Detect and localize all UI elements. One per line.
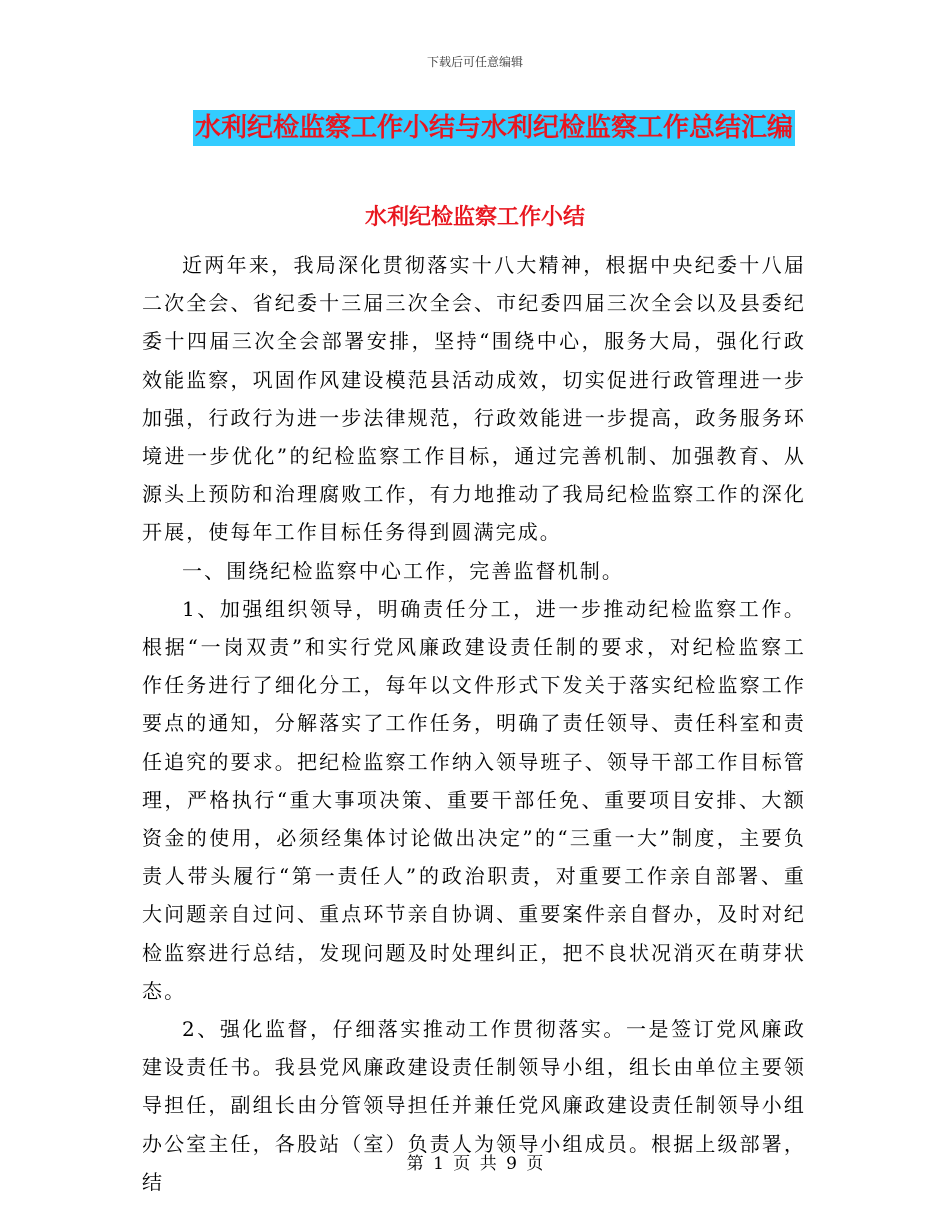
page-footer: 第 1 页 共 9 页 xyxy=(406,1154,544,1174)
body-text xyxy=(142,246,806,1201)
paragraph-intro: 近两年来，我局深化贯彻落实十八大精神，根据中央纪委十八届二次全会、省纪委十三届三次全会、市纪委四届三次全会以及县委纪委十四届三次全会部署安排，坚持“围绕中心，服务大局，强化行政效能监察，巩固作风建设模范县活动成效，切实促进行政管理进一步加强，行政行为进一步法律规范，行政效能进一步提高，政务服务环境进一步优化”的纪检监察工作目标，通过完善机制、加强教育、从源头上预防和治理腐败工作，有力地推动了我局纪检监察工作的深化开展，使每年工作目标任务得到圆满完成。 xyxy=(142,253,806,545)
paragraph-item-1: 1、加强组织领导，明确责任分工，进一步推动纪检监察工作。根据“一岗双责”和实行党风廉政建设责任制的要求，对纪检监察工作任务进行了细化分工，每年以文件形式下发关于落实纪检监察工作要点的通知，分解落实了工作任务，明确了责任领导、责任科室和责任追究的要求。把纪检监察工作纳入领导班子、领导干部工作目标管理，严格执行“重大事项决策、重要干部任免、重要项目安排、大额资金的使用，必须经集体讨论做出决定”的“三重一大”制度，主要负责人带头履行“第一责任人”的政治职责，对重要工作亲自部署、重大问题亲自过问、重点环节亲自协调、重要案件亲自督办，及时对纪检监察进行总结，发现问题及时处理纠正，把不良状况消灭在萌芽状态。 xyxy=(142,596,806,1003)
paragraph-heading-1: 一、围绕纪检监察中心工作，完善监督机制。 xyxy=(182,558,624,583)
main-title: 水利纪检监察工作小结与水利纪检监察工作总结汇编 xyxy=(193,110,795,146)
header-note: 下载后可任意编辑 xyxy=(426,55,523,69)
paragraph-item-2: 2、强化监督，仔细落实推动工作贯彻落实。一是签订党风廉政建设责任书。我县党风廉政建设责任制领导小组，组长由单位主要领导担任，副组长由分管领导担任并兼任党风廉政建设责任制领导小组办公室主任，各股站（室）负责人为领导小组成员。根据上级部署，结 xyxy=(142,1017,806,1194)
section-title: 水利纪检监察工作小结 xyxy=(364,204,585,230)
